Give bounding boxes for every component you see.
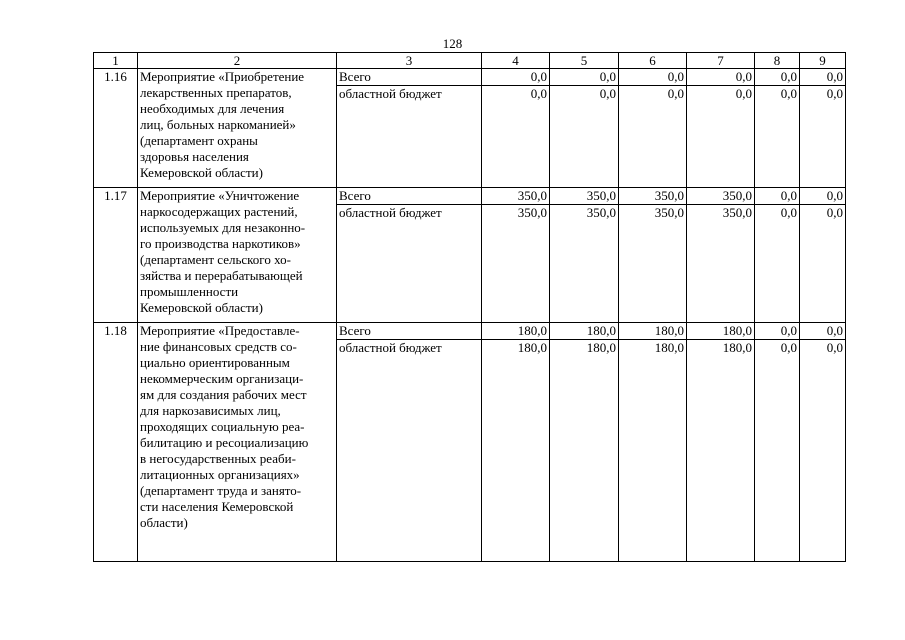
value-cell: 0,0 xyxy=(800,205,846,323)
value-cell: 0,0 xyxy=(619,69,687,86)
item-description: Мероприятие «Приобретение лекарственных препаратов, необходимых для лечения лиц, больных наркоманией» (департамент охраны здоровья населения Кемеровской области) xyxy=(138,69,337,188)
page-number: 128 xyxy=(442,36,463,51)
value-cell: 0,0 xyxy=(755,188,800,205)
value-cell: 350,0 xyxy=(482,205,550,323)
column-number: 9 xyxy=(800,53,846,69)
funding-source-label: областной бюджет xyxy=(337,340,482,562)
value-cell: 0,0 xyxy=(800,86,846,188)
column-number: 6 xyxy=(619,53,687,69)
value-cell: 0,0 xyxy=(755,86,800,188)
value-cell: 0,0 xyxy=(800,323,846,340)
funding-source-label: Всего xyxy=(337,188,482,205)
column-number-row xyxy=(94,53,846,69)
column-number: 8 xyxy=(755,53,800,69)
funding-source-label: Всего xyxy=(337,69,482,86)
item-description: Мероприятие «Предоставле- ние финансовых средств со- циально ориентированным некоммерческим организаци- ям для создания рабочих мест для наркозависимых лиц, проходящих социальную реа- билитацию и ресоциализацию в негосударственных реаби- литационных организациях» (департамент труда и занято- сти населения Кемеровской области) xyxy=(138,323,337,562)
table-row xyxy=(94,69,846,86)
funding-source-label: Всего xyxy=(337,323,482,340)
value-cell: 180,0 xyxy=(687,340,755,562)
value-cell: 0,0 xyxy=(755,340,800,562)
item-number: 1.17 xyxy=(94,188,138,323)
value-cell: 350,0 xyxy=(687,205,755,323)
value-cell: 350,0 xyxy=(550,205,619,323)
value-cell: 350,0 xyxy=(550,188,619,205)
value-cell: 0,0 xyxy=(687,86,755,188)
column-number: 4 xyxy=(482,53,550,69)
table-row xyxy=(94,188,846,205)
value-cell: 180,0 xyxy=(550,323,619,340)
value-cell: 0,0 xyxy=(619,86,687,188)
value-cell: 180,0 xyxy=(482,340,550,562)
value-cell: 0,0 xyxy=(755,69,800,86)
value-cell: 0,0 xyxy=(755,323,800,340)
value-cell: 180,0 xyxy=(619,340,687,562)
funding-source-label: областной бюджет xyxy=(337,86,482,188)
value-cell: 180,0 xyxy=(687,323,755,340)
value-cell: 350,0 xyxy=(619,205,687,323)
value-cell: 0,0 xyxy=(550,69,619,86)
value-cell: 350,0 xyxy=(687,188,755,205)
value-cell: 0,0 xyxy=(800,69,846,86)
column-number: 2 xyxy=(138,53,337,69)
program-activities-table xyxy=(93,52,846,562)
value-cell: 0,0 xyxy=(755,205,800,323)
column-number: 7 xyxy=(687,53,755,69)
item-number: 1.18 xyxy=(94,323,138,562)
value-cell: 0,0 xyxy=(482,69,550,86)
value-cell: 0,0 xyxy=(482,86,550,188)
value-cell: 180,0 xyxy=(619,323,687,340)
item-number: 1.16 xyxy=(94,69,138,188)
value-cell: 350,0 xyxy=(619,188,687,205)
column-number: 5 xyxy=(550,53,619,69)
value-cell: 0,0 xyxy=(687,69,755,86)
value-cell: 0,0 xyxy=(800,340,846,562)
value-cell: 0,0 xyxy=(550,86,619,188)
value-cell: 350,0 xyxy=(482,188,550,205)
item-description: Мероприятие «Уничтожение наркосодержащих растений, используемых для незаконно- го производства наркотиков» (департамент сельского хо- зяйства и перерабатывающей промышленности Кемеровской области) xyxy=(138,188,337,323)
table-row xyxy=(94,323,846,340)
column-number: 3 xyxy=(337,53,482,69)
value-cell: 180,0 xyxy=(482,323,550,340)
value-cell: 180,0 xyxy=(550,340,619,562)
column-number: 1 xyxy=(94,53,138,69)
value-cell: 0,0 xyxy=(800,188,846,205)
funding-source-label: областной бюджет xyxy=(337,205,482,323)
